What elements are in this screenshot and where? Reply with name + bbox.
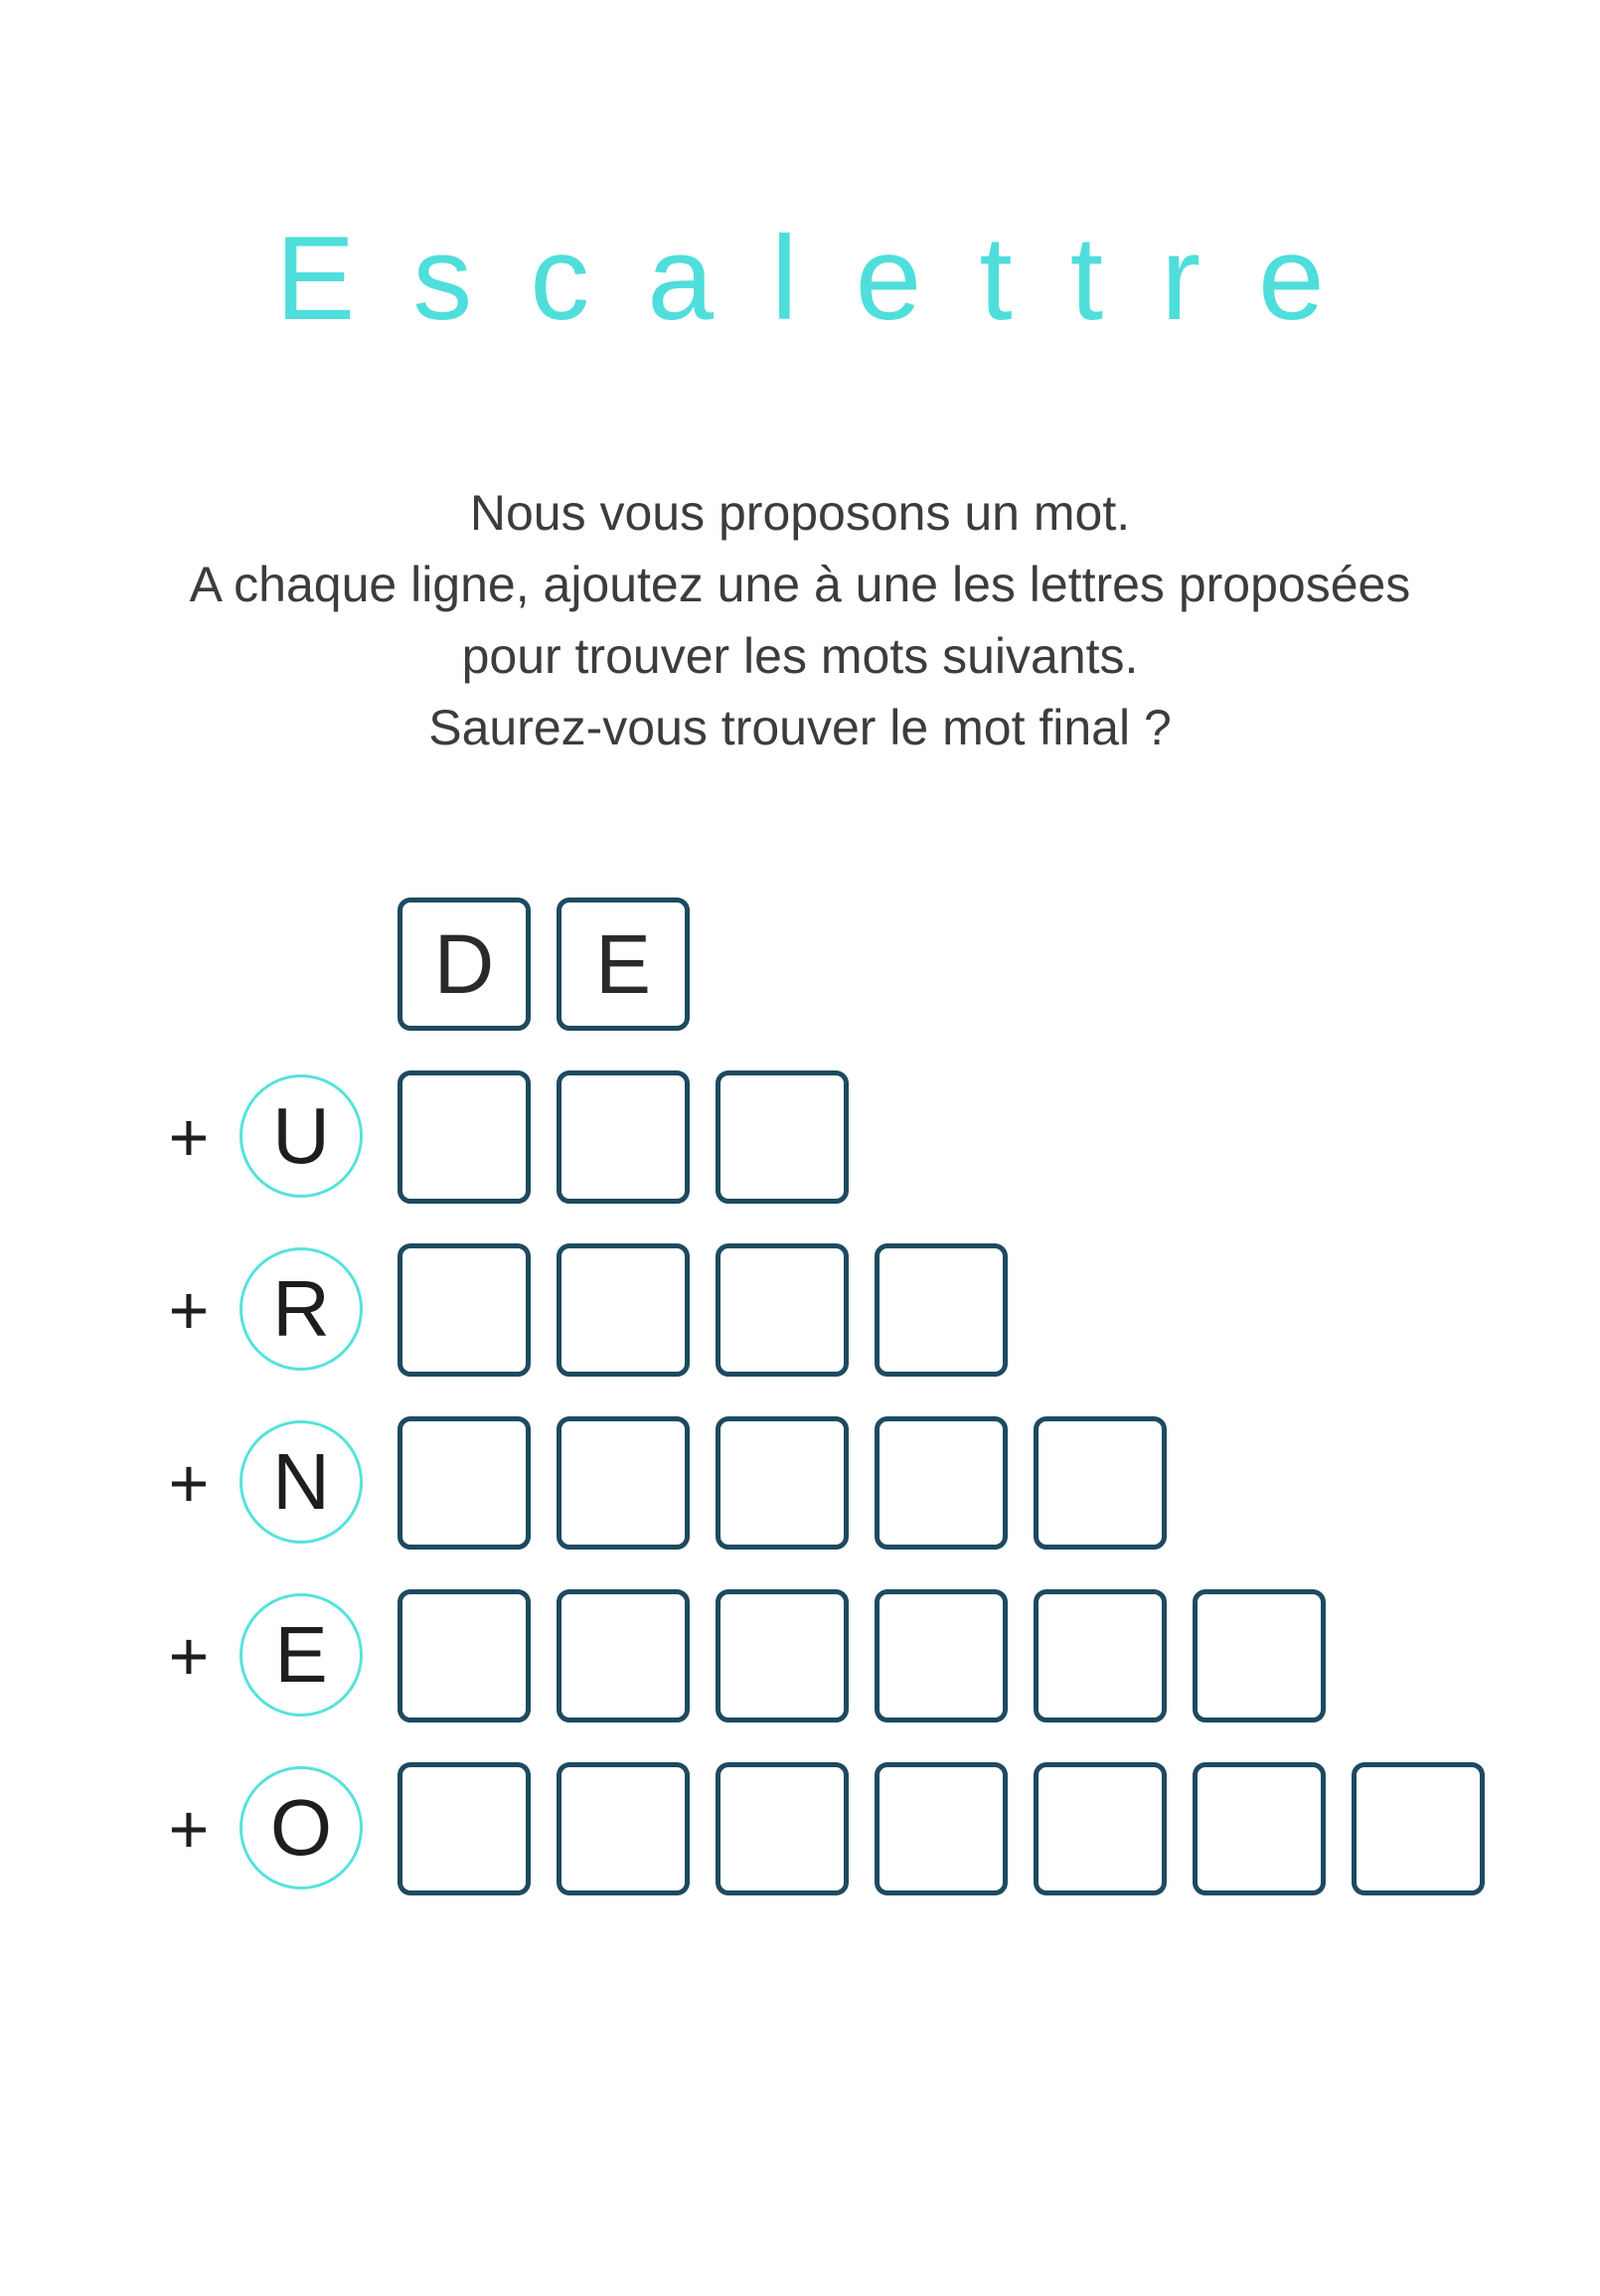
plus-sign: + xyxy=(168,1271,210,1349)
answer-cell[interactable] xyxy=(398,1416,531,1550)
step-row xyxy=(0,1589,1600,1724)
answer-cell[interactable] xyxy=(398,1762,531,1895)
added-letter-circle: O xyxy=(240,1766,363,1889)
start-letter-cell: E xyxy=(557,898,690,1031)
answer-cell[interactable] xyxy=(716,1243,849,1377)
instructions xyxy=(99,477,1501,763)
answer-cell[interactable] xyxy=(1352,1762,1485,1895)
added-letter-circle: E xyxy=(240,1593,363,1717)
answer-cell[interactable] xyxy=(716,1762,849,1895)
instruction-line: Saurez-vous trouver le mot final ? xyxy=(428,700,1172,755)
answer-cell[interactable] xyxy=(557,1243,690,1377)
step-row xyxy=(0,1762,1600,1897)
answer-cell[interactable] xyxy=(398,1243,531,1377)
answer-cell[interactable] xyxy=(1034,1416,1167,1550)
answer-cell[interactable] xyxy=(875,1589,1008,1722)
answer-cell[interactable] xyxy=(398,1070,531,1204)
instruction-line: pour trouver les mots suivants. xyxy=(461,628,1139,684)
answer-cell[interactable] xyxy=(716,1070,849,1204)
answer-cell[interactable] xyxy=(1034,1589,1167,1722)
answer-cell[interactable] xyxy=(875,1762,1008,1895)
start-word-row xyxy=(0,898,1600,1033)
instruction-line: Nous vous proposons un mot. xyxy=(469,485,1131,541)
answer-cell[interactable] xyxy=(716,1416,849,1550)
step-row xyxy=(0,1243,1600,1379)
answer-cell[interactable] xyxy=(557,1762,690,1895)
added-letter-circle: N xyxy=(240,1420,363,1544)
plus-sign: + xyxy=(168,1444,210,1522)
step-row xyxy=(0,1416,1600,1552)
plus-sign: + xyxy=(168,1790,210,1868)
answer-cell[interactable] xyxy=(1193,1589,1326,1722)
answer-cell[interactable] xyxy=(875,1243,1008,1377)
added-letter-circle: R xyxy=(240,1247,363,1371)
plus-sign: + xyxy=(168,1617,210,1695)
added-letter-circle: U xyxy=(240,1074,363,1198)
instruction-line: A chaque ligne, ajoutez une à une les lettres proposées xyxy=(189,557,1411,612)
page-title: Escalettre xyxy=(275,212,1382,345)
answer-cell[interactable] xyxy=(398,1589,531,1722)
answer-cell[interactable] xyxy=(875,1416,1008,1550)
answer-cell[interactable] xyxy=(716,1589,849,1722)
start-letter-cell: D xyxy=(398,898,531,1031)
answer-cell[interactable] xyxy=(1193,1762,1326,1895)
plus-sign: + xyxy=(168,1098,210,1176)
answer-cell[interactable] xyxy=(557,1416,690,1550)
step-row xyxy=(0,1070,1600,1206)
answer-cell[interactable] xyxy=(557,1589,690,1722)
answer-cell[interactable] xyxy=(557,1070,690,1204)
answer-cell[interactable] xyxy=(1034,1762,1167,1895)
